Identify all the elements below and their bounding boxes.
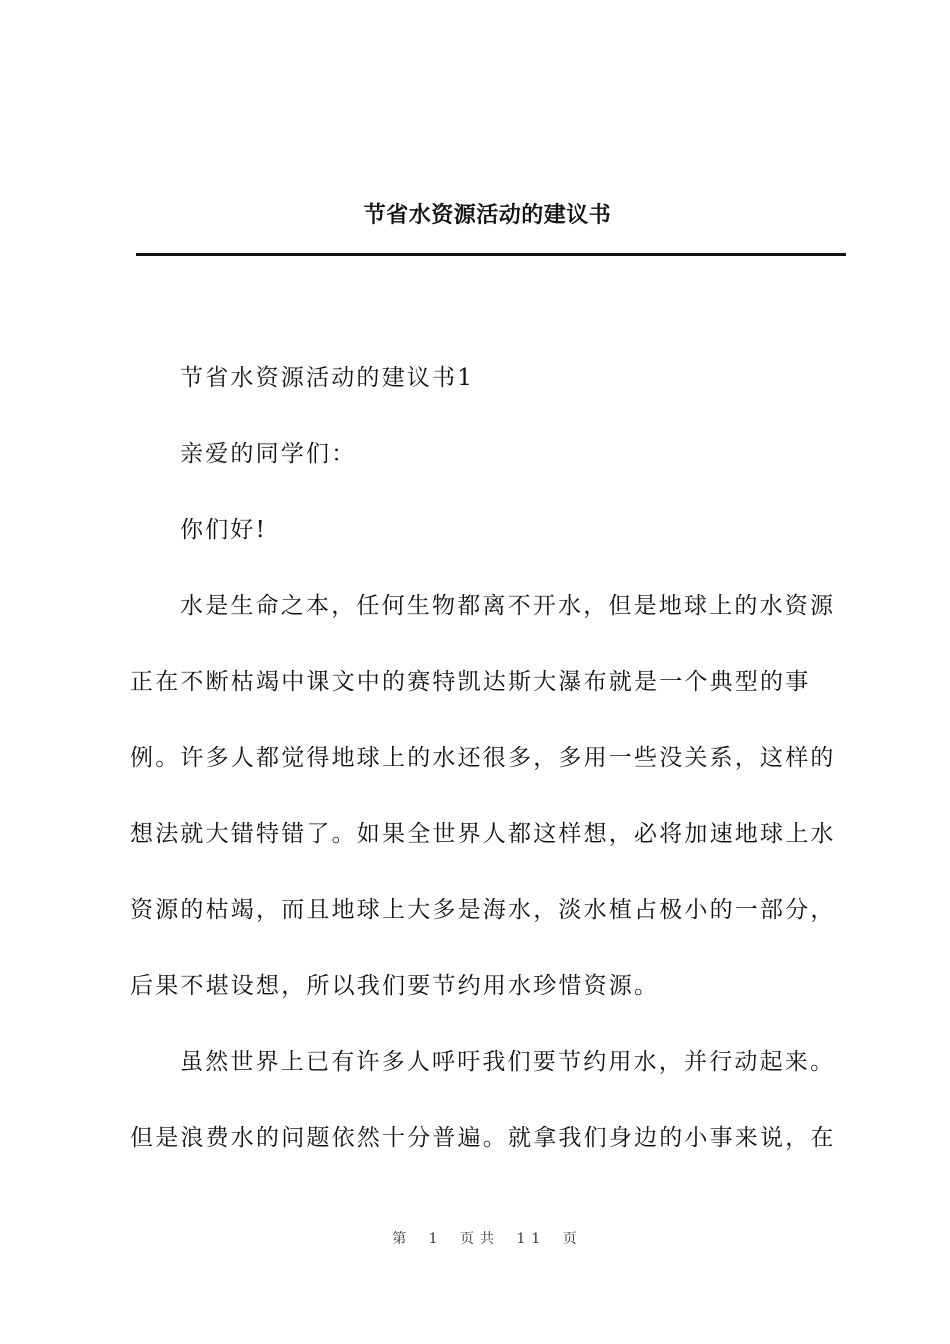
paragraph-salutation: 亲爱的同学们： (180, 441, 357, 467)
document-body (130, 340, 860, 1176)
paragraph-greeting: 你们好! (180, 517, 268, 543)
title-divider (136, 253, 846, 256)
paragraph-body-2: 虽然世界上已有许多人呼吁我们要节约用水，并行动起来。但是浪费水的问题依然十分普遍。就拿我们身边的小事来说，在 (130, 1049, 836, 1151)
document-title: 节省水资源活动的建议书 (363, 202, 612, 228)
paragraph-heading: 节省水资源活动的建议书1 (180, 365, 475, 391)
paragraph-body-1: 水是生命之本，任何生物都离不开水，但是地球上的水资源正在不断枯竭中课文中的赛特凯达斯大瀑布就是一个典型的事例。许多人都觉得地球上的水还很多，多用一些没关系，这样的想法就大错特错了。如果全世界人都这样想，必将加速地球上水资源的枯竭，而且地球上大多是海水，淡水植占极小的一部分，后果不堪设想，所以我们要节约用水珍惜资源。 (130, 593, 836, 999)
page-footer: 第 1 页共 11 页 (392, 1231, 583, 1247)
